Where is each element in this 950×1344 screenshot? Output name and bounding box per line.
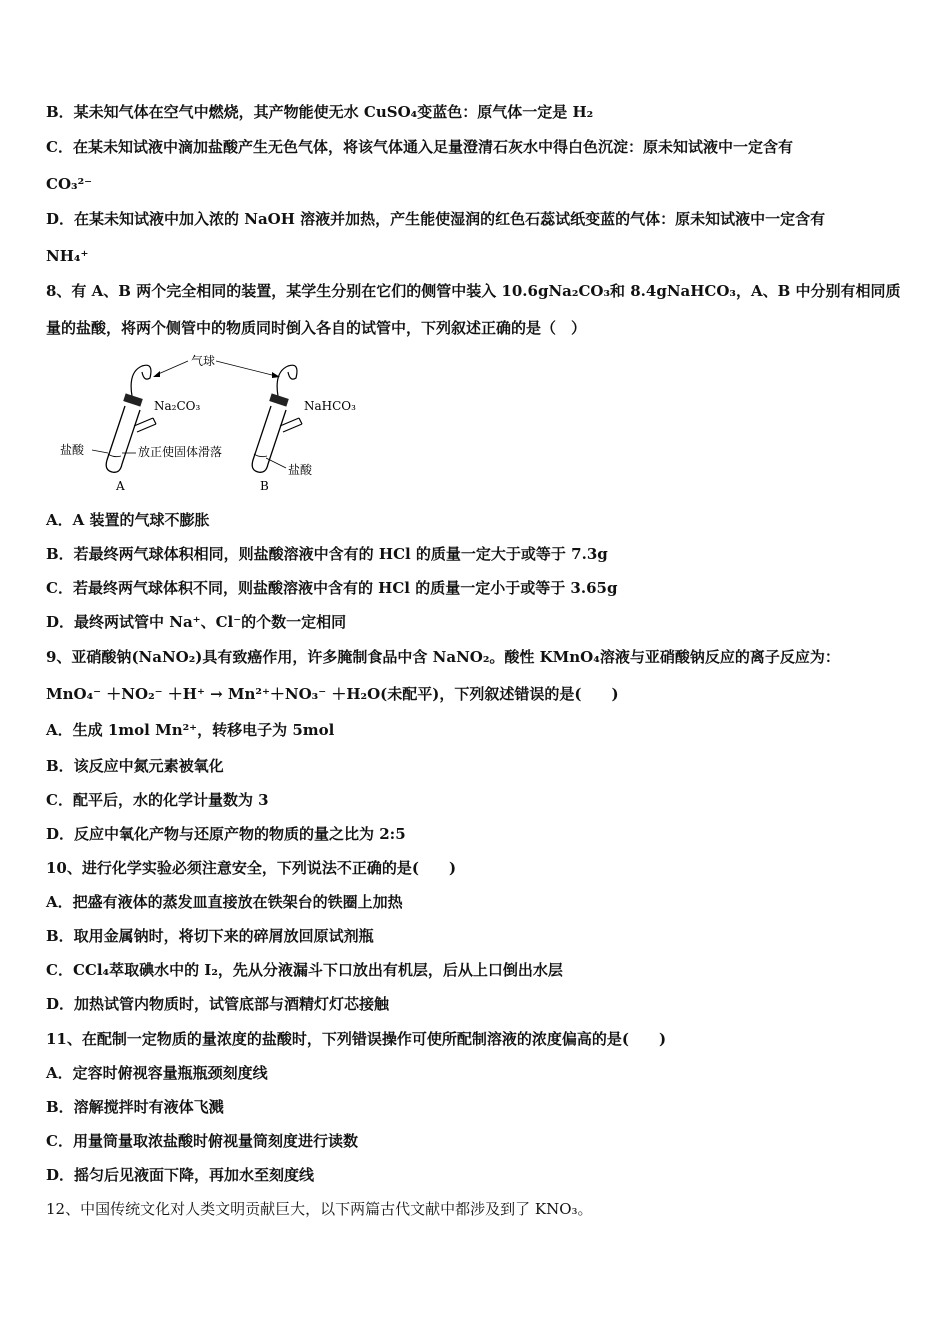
question-9: 9、亚硝酸钠(NaNO₂)具有致癌作用，许多腌制食品中含 NaNO₂。酸性 KMnO₄溶液与亚硝酸钠反应的离子反应为： — [46, 648, 840, 666]
option-8a: A．A 装置的气球不膨胀 — [46, 511, 210, 529]
option-8d: D．最终两试管中 Na⁺、Cl⁻的个数一定相同 — [46, 613, 347, 631]
na2co3-label: Na₂CO₃ — [154, 399, 201, 413]
acid-label-left: 盐酸 — [60, 443, 85, 457]
option-8c: C．若最终两气球体积不同，则盐酸溶液中含有的 HCl 的质量一定小于或等于 3.65g — [46, 579, 618, 597]
option-11c: C．用量筒量取浓盐酸时俯视量筒刻度进行读数 — [46, 1132, 358, 1150]
option-8b: B．若最终两气球体积相同，则盐酸溶液中含有的 HCl 的质量一定大于或等于 7.3g — [46, 545, 608, 563]
option-11d: D．摇匀后见液面下降，再加水至刻度线 — [46, 1166, 315, 1184]
device-b — [252, 365, 356, 493]
nahco3-label: NaHCO₃ — [304, 399, 356, 413]
question-12: 12、中国传统文化对人类文明贡献巨大，以下两篇古代文献中都涉及到了 KNO₃。 — [46, 1200, 593, 1218]
label-b: B — [260, 479, 269, 493]
option-9a: A．生成 1mol Mn²⁺，转移电子为 5mol — [46, 721, 335, 739]
option-9b: B．该反应中氮元素被氧化 — [46, 757, 224, 775]
option-11a: A．定容时俯视容量瓶瓶颈刻度线 — [46, 1064, 268, 1082]
question-11: 11、在配制一定物质的量浓度的盐酸时，下列错误操作可使所配制溶液的浓度偏高的是( ) — [46, 1030, 667, 1048]
option-11b: B．溶解搅拌时有液体飞溅 — [46, 1098, 224, 1116]
option-7c: C．在某未知试液中滴加盐酸产生无色气体，将该气体通入足量澄清石灰水中得白色沉淀：原未知试液中一定含有 — [46, 138, 793, 156]
option-9d: D．反应中氧化产物与还原产物的物质的量之比为 2:5 — [46, 825, 406, 843]
option-7d-cont: NH₄⁺ — [46, 247, 89, 265]
apparatus-figure — [58, 352, 378, 497]
option-10c: C．CCl₄萃取碘水中的 I₂，先从分液漏斗下口放出有机层，后从上口倒出水层 — [46, 961, 563, 979]
balloon-label: 气球 — [191, 354, 216, 368]
option-10a: A．把盛有液体的蒸发皿直接放在铁架台的铁圈上加热 — [46, 893, 403, 911]
option-9c: C．配平后，水的化学计量数为 3 — [46, 791, 269, 809]
option-7b: B．某未知气体在空气中燃烧，其产物能使无水 CuSO₄变蓝色：原气体一定是 H₂ — [46, 103, 594, 121]
question-8: 8、有 A、B 两个完全相同的装置，某学生分别在它们的侧管中装入 10.6gNa₂CO₃和 8.4gNaHCO₃，A、B 中分别有相同质 — [46, 282, 901, 300]
slide-note: 放正使固体滑落 — [138, 445, 223, 459]
question-10: 10、进行化学实验必须注意安全，下列说法不正确的是( ) — [46, 859, 457, 877]
acid-label-right: 盐酸 — [288, 463, 313, 477]
option-7d: D．在某未知试液中加入浓的 NaOH 溶液并加热，产生能使湿润的红色石蕊试纸变蓝的气体：原未知试液中一定含有 — [46, 210, 826, 228]
option-10d: D．加热试管内物质时，试管底部与酒精灯灯芯接触 — [46, 995, 390, 1013]
option-10b: B．取用金属钠时，将切下来的碎屑放回原试剂瓶 — [46, 927, 374, 945]
device-a — [60, 365, 222, 493]
question-9-equation: MnO₄⁻ ＋NO₂⁻ ＋H⁺ → Mn²⁺＋NO₃⁻ ＋H₂O(未配平)，下列叙述错误的是( ) — [46, 685, 619, 703]
option-7c-cont: CO₃²⁻ — [46, 175, 93, 193]
question-8-cont: 量的盐酸，将两个侧管中的物质同时倒入各自的试管中，下列叙述正确的是（ ） — [46, 319, 587, 337]
label-a: A — [116, 479, 125, 493]
